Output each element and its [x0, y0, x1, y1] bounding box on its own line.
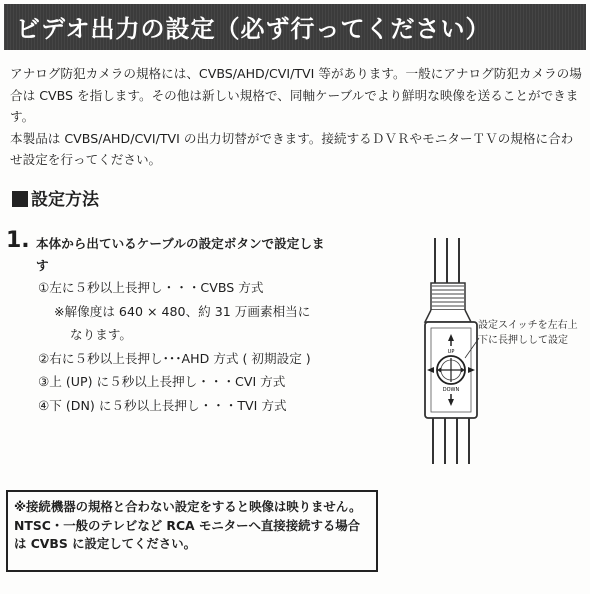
title-banner: [4, 4, 586, 50]
square-bullet-icon: [12, 191, 28, 207]
notice-line-2: NTSC・一般のテレビなど RCA モニターへ直接接続する場合は CVBS に設定してください。: [14, 517, 361, 551]
switch-callout: 設定スイッチを左右上下に長押しして設定: [478, 320, 578, 346]
step-options-list: [38, 276, 358, 417]
notice-box: [6, 490, 378, 572]
intro-text: [10, 63, 582, 171]
diagram-down-label: DOWN: [442, 387, 460, 393]
notice-line-1: ※接続機器の規格と合わない設定をすると映像は映りません。: [14, 499, 362, 514]
page-title: ビデオ出力の設定（必ず行ってください）: [16, 15, 491, 43]
option-left-cvbs: ①左に５秒以上長押し・・・CVBS 方式: [38, 280, 264, 295]
option-down-tvi: ④下 (DN) に５秒以上長押し・・・TVI 方式: [38, 397, 287, 413]
option-up-cvi: ③上 (UP) に５秒以上長押し・・・CVI 方式: [38, 374, 286, 389]
intro-paragraph-2: 本製品は CVBS/AHD/CVI/TVI の出力切替ができます。接続するＤＶＲやモニターＴＶの規格に合わせ設定を行ってください。: [10, 130, 574, 167]
step-title: 本体から出ているケーブルの設定ボタンで設定します: [36, 236, 325, 273]
cable-switch-diagram: [415, 238, 495, 464]
section-title: 設定方法: [31, 190, 99, 210]
resolution-note-continued: なります。: [70, 327, 132, 342]
intro-paragraph-1: アナログ防犯カメラの規格には、CVBS/AHD/CVI/TVI 等があります。一般にアナログ防犯カメラの場合は CVBS を指します。その他は新しい規格で、同軸ケーブルでより鮮明な映像を送ることができます。: [10, 66, 582, 124]
section-heading: [12, 185, 99, 210]
resolution-note: ※解像度は 640 × 480、約 31 万画素相当に: [54, 303, 311, 319]
option-right-ahd: ②右に５秒以上長押し･･･AHD 方式 ( 初期設定 ): [38, 350, 311, 366]
diagram-up-label: UP: [447, 349, 455, 355]
step-number: 1.: [6, 228, 30, 253]
